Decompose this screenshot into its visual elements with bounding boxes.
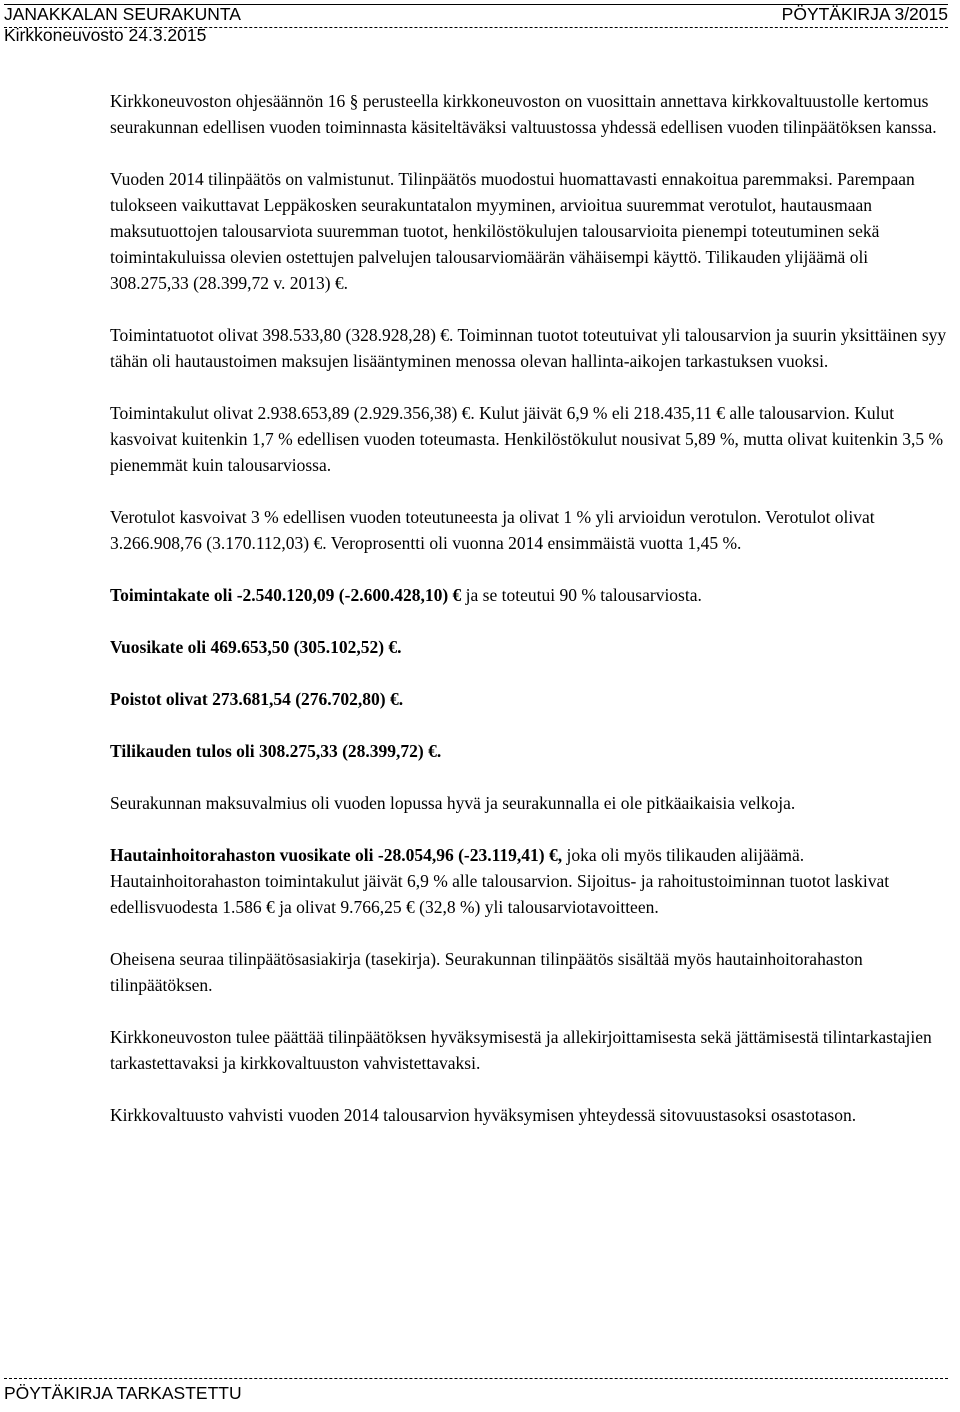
paragraph-report-basis: Kirkkoneuvoston ohjesäännön 16 § perusteella kirkkoneuvoston on vuosittain annettava kirkkovaltuustolle kertomus seurakunnan edellisen vuoden toiminnasta käsiteltäväksi valtuustossa yhdessä edellisen vuoden tilinpäätöksen kanssa. — [110, 91, 937, 137]
footer-label: PÖYTÄKIRJA TARKASTETTU — [4, 1383, 242, 1403]
footer-rule — [4, 1378, 948, 1379]
paragraph-depreciation: Poistot olivat 273.681,54 (276.702,80) €. — [110, 689, 404, 709]
paragraph-tax-revenue: Verotulot kasvoivat 3 % edellisen vuoden toteutuneesta ja olivat 1 % yli arvioidun verotulon. Verotulot olivat 3.266.908,76 (3.170.112,03) €. Veroprosentti oli vuonna 2014 ensimmäistä vuotta 1,45 %. — [110, 507, 875, 553]
document-number: PÖYTÄKIRJA 3/2015 — [781, 4, 948, 24]
grave-care-fund-value: Hautainhoitorahaston vuosikate oli -28.054,96 (-23.119,41) €, — [110, 845, 563, 865]
header-top-rule — [4, 4, 948, 5]
grave-care-fund-text: joka oli myös tilikauden alijäämä. Hautainhoitorahaston toimintakulut jäivät 6,9 % alle talousarvion. Sijoitus- ja rahoitustoiminnan tuotot laskivat edellisvuodesta 1.586 € ja olivat 9.766,25 € (32,8 %) yli talousarviotavoitteen. — [110, 845, 890, 917]
header-title-row — [4, 4, 948, 25]
paragraph-grave-care-fund — [110, 842, 950, 920]
paragraph-operating-margin — [110, 582, 950, 608]
paragraph-liquidity: Seurakunnan maksuvalmius oli vuoden lopussa hyvä ja seurakunnalla ei ole pitkäaikaisia velkoja. — [110, 793, 796, 813]
document-body — [110, 88, 950, 1154]
paragraph-annual-margin: Vuosikate oli 469.653,50 (305.102,52) €. — [110, 637, 402, 657]
paragraph-binding-level: Kirkkovaltuusto vahvisti vuoden 2014 talousarvion hyväksymisen yhteydessä sitovuustasoksi osastotason. — [110, 1105, 857, 1125]
paragraph-financial-statement: Vuoden 2014 tilinpäätös on valmistunut. Tilinpäätös muodostui huomattavasti ennakoitua paremmaksi. Parempaan tulokseen vaikuttavat Leppäkosken seurakuntatalon myyminen, arvioitua suuremmat verotulot, hautausmaan maksutuottojen talousarviota suuremman tuotot, henkilöstökulujen talousarvioita pienempi toteutuminen sekä toimintakuluissa olevien ostettujen palvelujen talousarviomäärän vähäisempi käyttö. Tilikauden ylijäämä oli 308.275,33 (28.399,72 v. 2013) €. — [110, 169, 915, 293]
paragraph-attachment: Oheisena seuraa tilinpäätösasiakirja (tasekirja). Seurakunnan tilinpäätös sisältää myös hautainhoitorahaston tilinpäätöksen. — [110, 949, 863, 995]
header-divider — [4, 27, 948, 28]
organization-title: JANAKKALAN SEURAKUNTA — [4, 4, 241, 24]
paragraph-approval-duty: Kirkkoneuvoston tulee päättää tilinpäätöksen hyväksymisestä ja allekirjoittamisesta sekä jättämisestä tilintarkastajien tarkastettavaksi ja kirkkovaltuuston vahvistettavaksi. — [110, 1027, 932, 1073]
page-header — [4, 4, 948, 46]
operating-margin-text: ja se toteutui 90 % talousarviosta. — [461, 585, 702, 605]
paragraph-operating-income: Toimintatuotot olivat 398.533,80 (328.928,28) €. Toiminnan tuotot toteutuivat yli talousarvion ja suurin yksittäinen syy tähän oli hautaustoimen maksujen lisääntyminen menossa olevan hallinta-aikojen tarkastuksen vuoksi. — [110, 325, 947, 371]
paragraph-period-result: Tilikauden tulos oli 308.275,33 (28.399,72) €. — [110, 741, 442, 761]
operating-margin-value: Toimintakate oli -2.540.120,09 (-2.600.428,10) € — [110, 585, 462, 605]
paragraph-operating-expenses: Toimintakulut olivat 2.938.653,89 (2.929.356,38) €. Kulut jäivät 6,9 % eli 218.435,11 € alle talousarvion. Kulut kasvoivat kuitenkin 1,7 % edellisen vuoden toteumasta. Henkilöstökulut nousivat 5,89 %, mutta olivat kuitenkin 3,5 % pienemmät kuin talousarviossa. — [110, 403, 944, 475]
meeting-date: Kirkkoneuvosto 24.3.2015 — [4, 25, 207, 45]
